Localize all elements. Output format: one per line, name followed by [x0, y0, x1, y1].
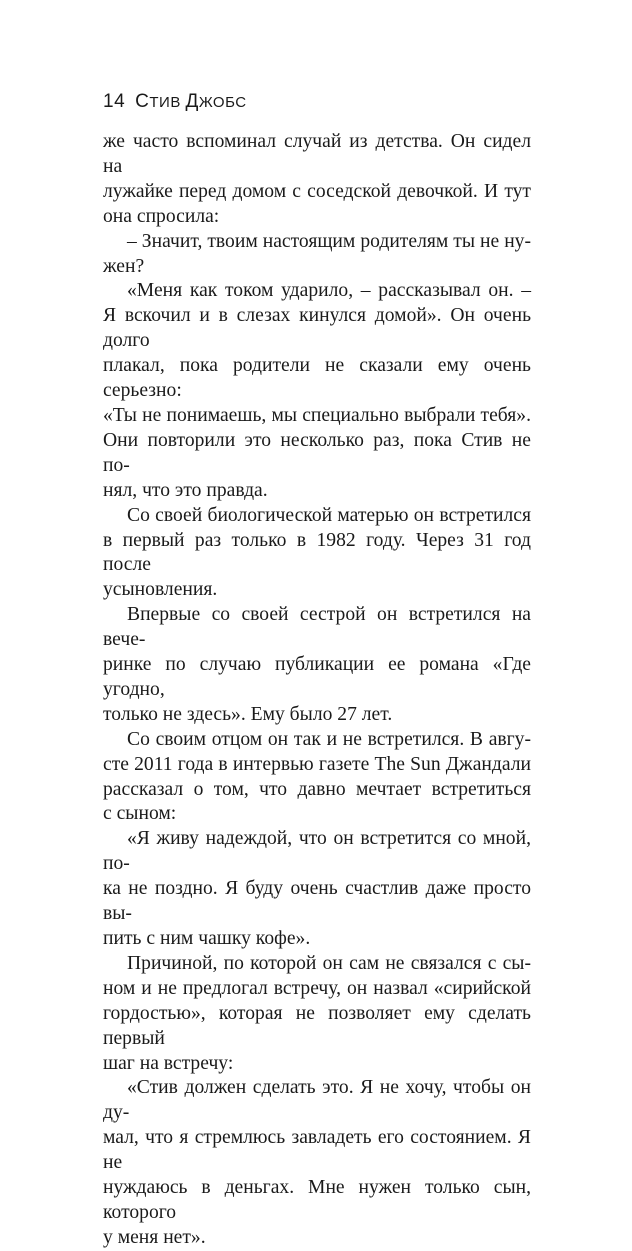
text-line: усыновления.: [103, 579, 218, 601]
text-line: – Значит, твоим настоящим родителям ты не ну-: [127, 230, 531, 252]
paragraph: [103, 1076, 531, 1250]
text-line: Они повторили это несколько раз, пока Стив не по-: [103, 429, 531, 476]
text-line: Причиной, по которой он сам не связался с сы-: [127, 952, 531, 974]
text-line: же часто вспоминал случай из детства. Он сидел на: [103, 131, 531, 177]
paragraph: [103, 504, 531, 604]
text-line: она спросила:: [103, 205, 220, 227]
text-line: Со своим отцом он так и не встретился. В авгу-: [127, 728, 531, 750]
text-line: «Стив должен сделать это. Я не хочу, чтобы он ду-: [103, 1077, 531, 1124]
text-line: плакал, пока родители не сказали ему очень серьезно:: [103, 355, 531, 402]
text-line: лужайке перед домом с соседской девочкой. И тут: [103, 180, 531, 202]
paragraph: [103, 728, 531, 828]
text-line: с сыном:: [103, 803, 177, 825]
paragraph: [103, 952, 531, 1077]
text-line: ринке по случаю публикации ее романа «Где угодно,: [103, 654, 531, 700]
paragraph: [103, 230, 531, 280]
text-line: пить с ним чашку кофе».: [103, 928, 311, 949]
text-line: шаг на встречу:: [103, 1052, 234, 1074]
text-line: сте 2011 года в интервью газете The Sun Джандали: [103, 753, 531, 775]
running-head: [103, 91, 247, 113]
text-line: гордостью», которая не позволяет ему сделать первый: [103, 1002, 531, 1049]
text-line: ка не поздно. Я буду очень счастлив даже просто вы-: [103, 878, 531, 925]
text-line: рассказал о том, что давно мечтает встретиться: [103, 778, 531, 800]
paragraph: [103, 130, 531, 230]
paragraph: [103, 827, 531, 952]
title-rest-2: ЖОБС: [198, 94, 247, 111]
text-line: только не здесь». Ему было 27 лет.: [103, 703, 393, 725]
text-line: ном и не предлогал встречу, он назвал «сирийской: [103, 977, 531, 999]
title-initial-2: Д: [185, 91, 199, 112]
text-line: мал, что я стремлюсь завладеть его состоянием. Я не: [103, 1127, 531, 1174]
text-line: жен?: [103, 255, 145, 277]
text-line: Впервые со своей сестрой он встретился на вече-: [103, 604, 531, 651]
text-line: в первый раз только в 1982 году. Через 31 год после: [103, 529, 531, 576]
paragraph: [103, 603, 531, 728]
page-number: 14: [103, 91, 126, 112]
text-line: нял, что это правда.: [103, 479, 268, 501]
body-text: [103, 130, 531, 1251]
title-rest-1: ТИВ: [149, 94, 186, 111]
text-line: «Ты не понимаешь, мы специально выбрали тебя».: [103, 404, 531, 426]
text-line: «Я живу надеждой, что он встретится со мной, по-: [103, 828, 531, 875]
paragraph: [103, 279, 531, 503]
text-line: «Меня как током ударило, – рассказывал он. –: [127, 280, 531, 302]
text-line: Со своей биологической матерью он встретился: [127, 504, 531, 526]
title-initial-1: С: [135, 91, 150, 112]
text-line: у меня нет».: [103, 1226, 206, 1248]
text-line: Я вскочил и в слезах кинулся домой». Он очень долго: [103, 305, 531, 352]
text-line: нуждаюсь в деньгах. Мне нужен только сын, которого: [103, 1177, 531, 1223]
